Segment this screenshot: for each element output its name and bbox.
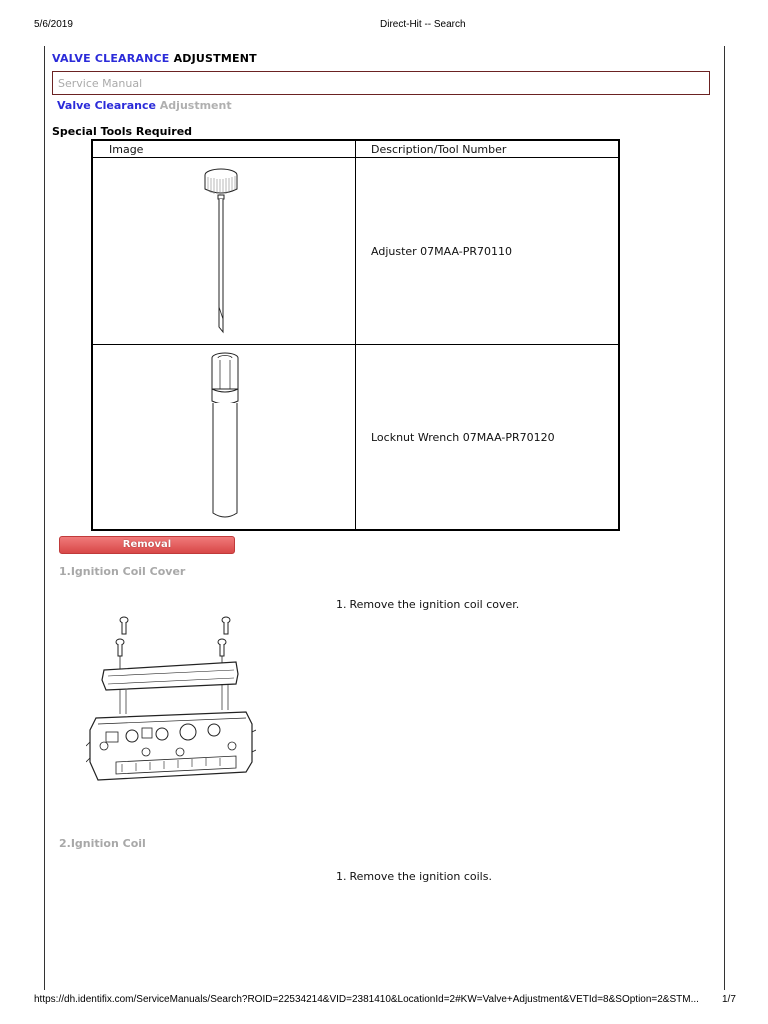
tool-description-adjuster: Adjuster 07MAA-PR70110 [371, 245, 513, 258]
instruction-text: Remove the ignition coils. [349, 870, 492, 883]
print-page-number: 1/7 [722, 994, 736, 1005]
page-title [52, 52, 257, 65]
print-title: Direct-Hit -- Search [380, 19, 466, 30]
frame-left-border [44, 46, 45, 990]
print-date: 5/6/2019 [34, 19, 73, 30]
instruction-text: Remove the ignition coil cover. [349, 598, 520, 611]
table-row-divider [93, 344, 618, 345]
table-column-divider [355, 141, 356, 529]
table-header-divider [93, 157, 618, 158]
frame-right-border [724, 46, 725, 990]
breadcrumb-part2: Adjustment [159, 99, 232, 112]
instruction-remove-coils [336, 870, 492, 883]
column-header-image: Image [109, 143, 144, 156]
locknut-wrench-icon [207, 351, 243, 523]
page-title-part1: VALVE CLEARANCE [52, 52, 170, 65]
page-title-part2: ADJUSTMENT [173, 52, 257, 65]
breadcrumb-part1[interactable]: Valve Clearance [57, 99, 156, 112]
special-tools-table [91, 139, 620, 531]
instruction-number: 1. [336, 598, 347, 611]
tool-description-locknut-wrench: Locknut Wrench 07MAA-PR70120 [371, 431, 555, 444]
adjuster-tool-icon [201, 167, 241, 339]
breadcrumb [57, 99, 232, 112]
print-url: https://dh.identifix.com/ServiceManuals/Search?ROID=22534214&VID=2381410&LocationId=2#KW=Valve+Adjustment&VETId=8&SOption=2&STM... [34, 994, 699, 1005]
instruction-number: 1. [336, 870, 347, 883]
service-manual-label: Service Manual [58, 77, 143, 90]
removal-button[interactable]: Removal [59, 536, 235, 554]
bolt-icon [116, 617, 230, 656]
service-manual-box[interactable] [52, 71, 710, 95]
special-tools-title: Special Tools Required [52, 125, 193, 138]
ignition-coil-cover-diagram [86, 612, 256, 812]
instruction-remove-coil-cover [336, 598, 519, 611]
column-header-description: Description/Tool Number [371, 143, 507, 156]
step-heading-ignition-coil-cover: 1.Ignition Coil Cover [59, 565, 186, 578]
step-heading-ignition-coil: 2.Ignition Coil [59, 837, 146, 850]
